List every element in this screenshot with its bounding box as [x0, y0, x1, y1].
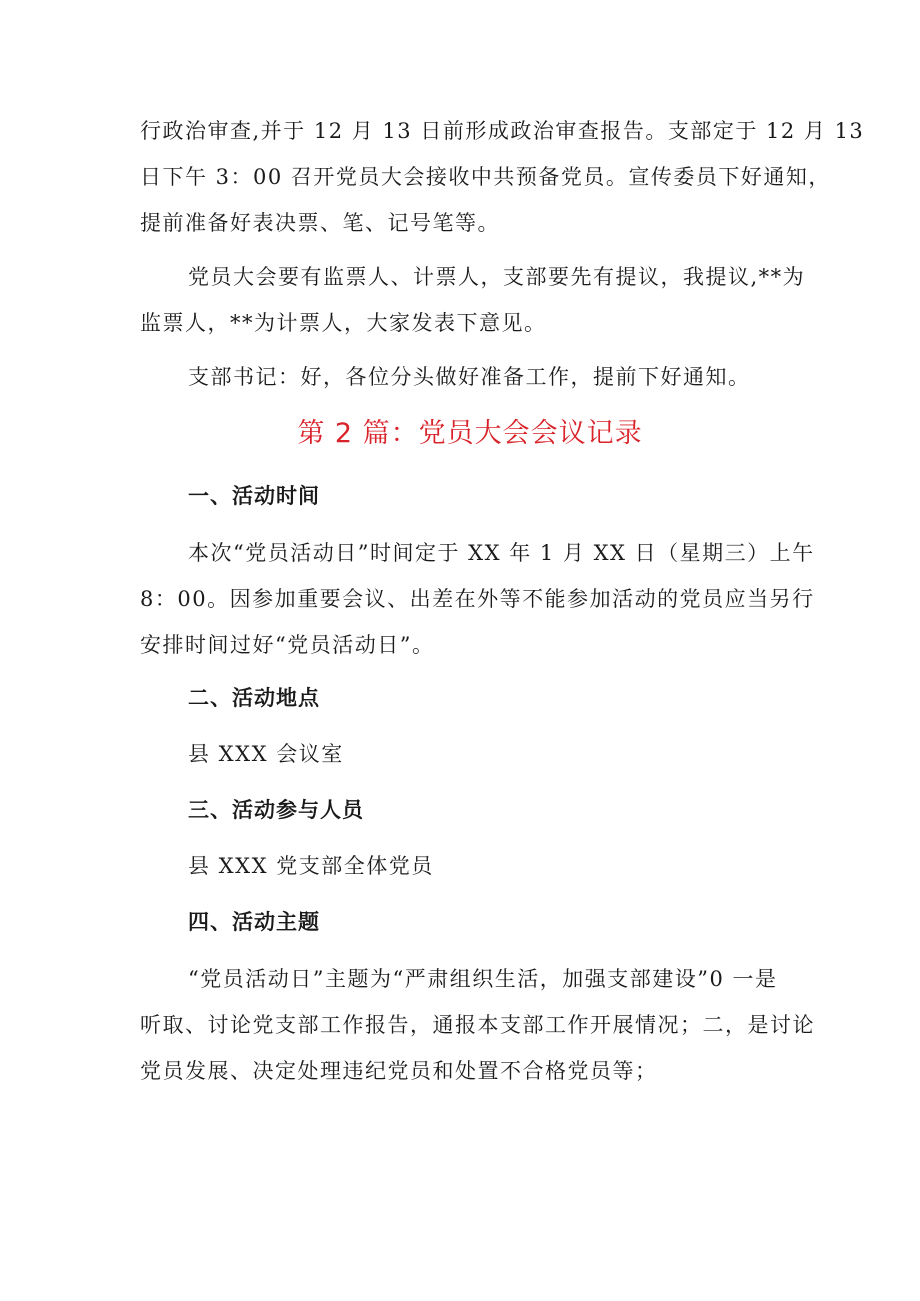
paragraph-participants: 县 XXX 党支部全体党员: [188, 854, 434, 878]
text-line: 党员大会要有监票人、计票人，支部要先有提议，我提议,**为: [188, 265, 806, 289]
heading-activity-location: 二、活动地点: [188, 686, 320, 710]
document-page: [140, 108, 865, 1102]
text-line: 安排时间过好“党员活动日”。: [140, 633, 435, 657]
paragraph-political-review: [140, 108, 865, 246]
text-line: 日下午 3：00 召开党员大会接收中共预备党员。宣传委员下好通知，: [140, 165, 831, 189]
text-line: 听取、讨论党支部工作报告，通报本支部工作开展情况；二，是讨论: [140, 1013, 815, 1037]
text-line: 党员发展、决定处理违纪党员和处置不合格党员等；: [140, 1059, 658, 1083]
paragraph-vote-monitors: [140, 254, 806, 346]
paragraph-secretary-reply: [140, 354, 800, 400]
text-line: 本次“党员活动日”时间定于 XX 年 1 月 XX 日（星期三）上午: [188, 541, 815, 565]
heading-activity-theme: 四、活动主题: [188, 910, 320, 934]
paragraph-activity-theme: [140, 956, 815, 1094]
text-line: 支部书记：好，各位分头做好准备工作，提前下好通知。: [188, 365, 751, 389]
text-line: “党员活动日”主题为“严肃组织生活，加强支部建设”0 一是: [188, 967, 778, 991]
heading-participants: 三、活动参与人员: [188, 798, 364, 822]
text-line: 8：00。因参加重要会议、出差在外等不能参加活动的党员应当另行: [140, 587, 815, 611]
text-line: 提前准备好表决票、笔、记号笔等。: [140, 211, 500, 235]
text-line: 监票人，**为计票人，大家发表下意见。: [140, 311, 547, 335]
section-title: 第 2 篇：党员大会会议记录: [297, 418, 643, 449]
paragraph-activity-location: 县 XXX 会议室: [188, 742, 344, 766]
heading-activity-time: 一、活动时间: [188, 484, 320, 508]
text-line: 行政治审查,并于 12 月 13 日前形成政治审查报告。支部定于 12 月 13: [140, 119, 865, 143]
paragraph-activity-time: [140, 530, 815, 668]
